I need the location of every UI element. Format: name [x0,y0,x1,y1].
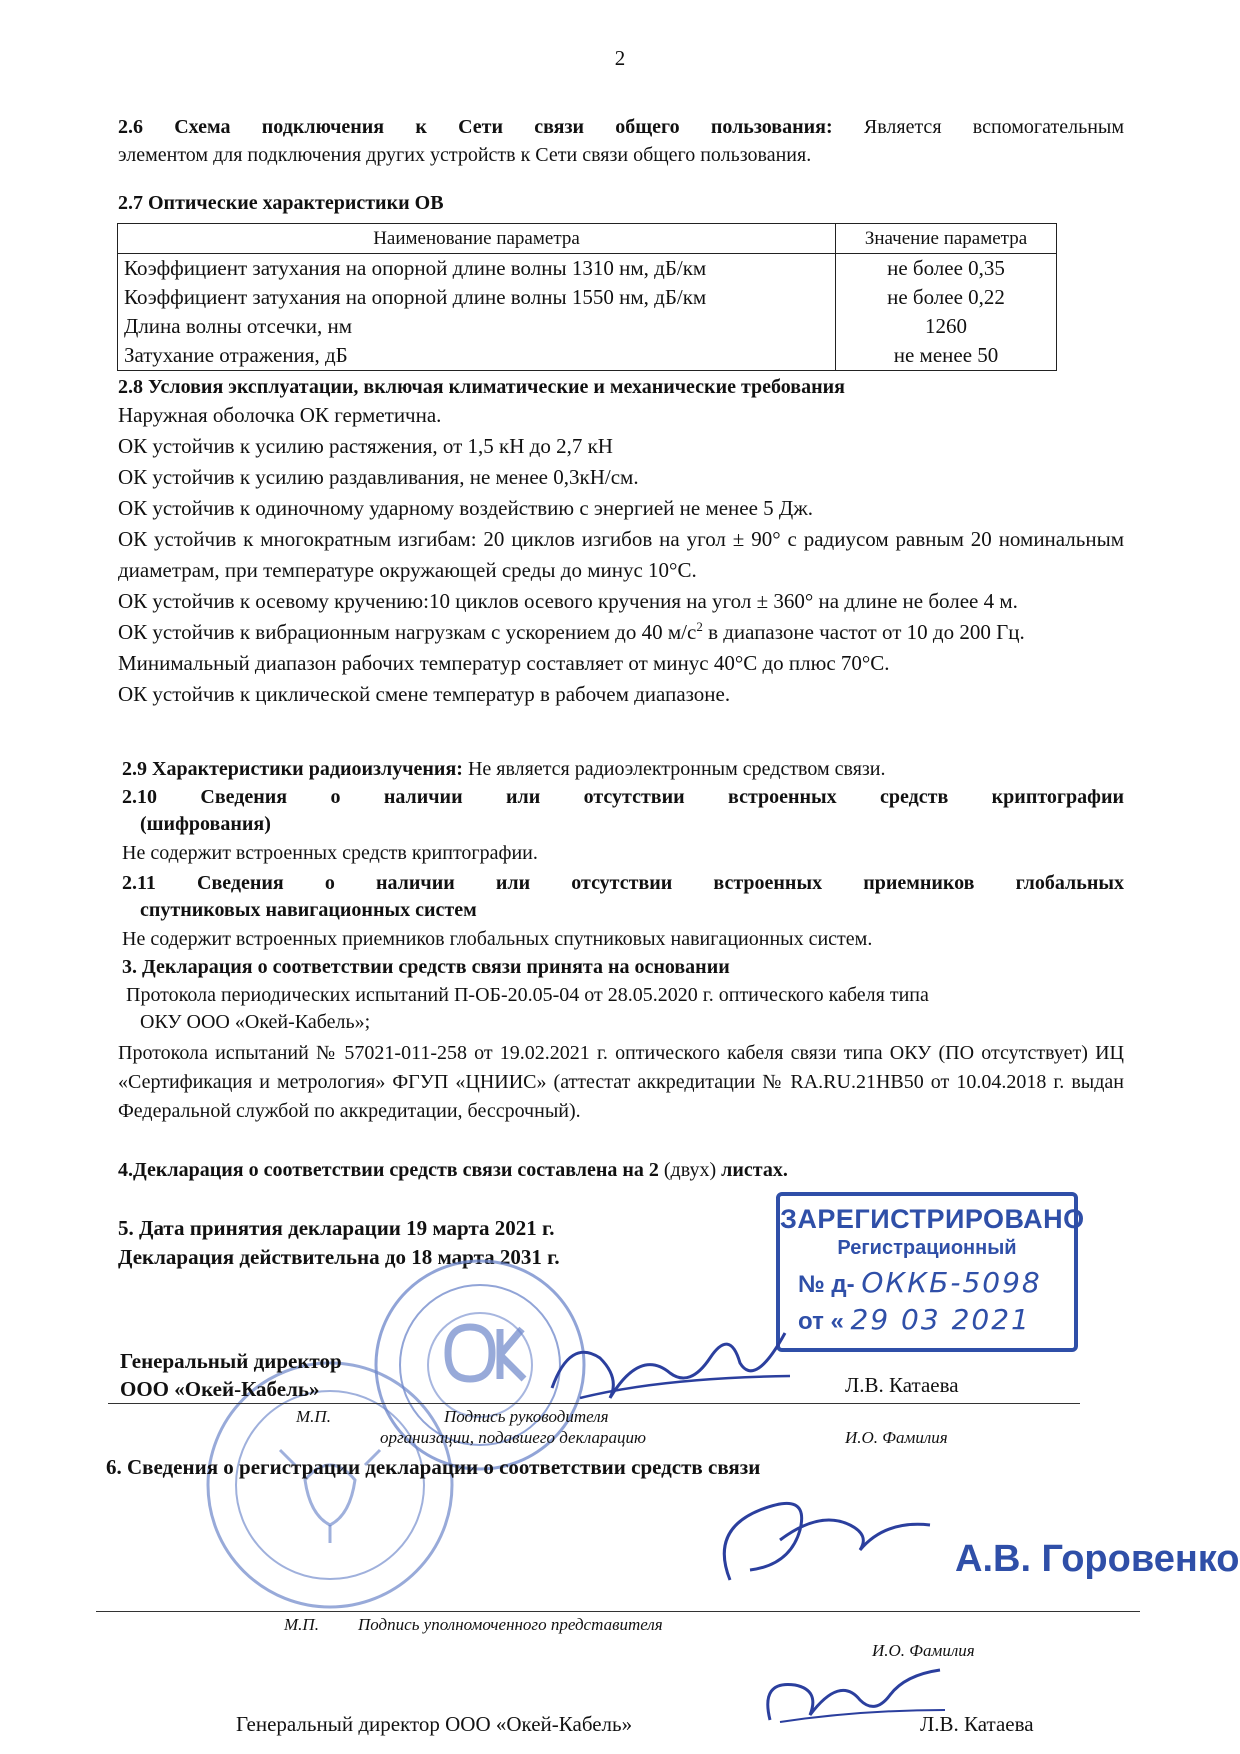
page-number: 2 [614,46,626,70]
condition-line: ОК устойчив к усилию раздавливания, не менее 0,3кН/см. [118,465,639,489]
stamp-number-label: № д- [798,1271,855,1298]
signature-line-2 [96,1611,1140,1612]
stamp-subtitle: Регистрационный [837,1237,1017,1259]
table-row [118,254,1057,284]
section-3-protocol1-1: Протокола периодических испытаний П-ОБ-20.05-04 от 28.05.2020 г. оптического кабеля типа [126,984,929,1006]
section-2-7-title-text: 2.7 Оптические характеристики ОВ [118,192,444,214]
footer-position: Генеральный директор ООО «Окей-Кабель» [236,1712,633,1736]
section-2-11-text: Не содержит встроенных приемников глобальных спутниковых навигационных систем. [122,928,873,950]
stamp-number-row [798,1266,1074,1299]
section-4-count: 2 [648,1159,659,1181]
table-row [118,341,1057,371]
section-2-10-title-1 [122,783,1124,811]
table-cell-value: не менее 50 [836,341,1057,371]
table-header-value: Значение параметра [836,224,1057,254]
section-3-protocol1-2: ОКУ ООО «Окей-Кабель»; [140,1011,371,1033]
section-2-11-title-1 [122,869,1124,897]
section-2-8-title [118,373,845,401]
table-cell-name: Длина волны отсечки, нм [118,312,836,341]
table-row [118,283,1057,312]
section-4-text: 4.Декларация о соответствии средств связи составлена на [118,1159,649,1181]
section-2-8-title-text: 2.8 Условия эксплуатации, включая климатические и механические требования [118,376,845,398]
section-2-9 [122,755,886,783]
section-2-6-line1 [118,113,1124,141]
section-2-11-title-2 [140,896,477,924]
section-4 [118,1156,788,1185]
section-6-title [106,1455,760,1480]
optical-params-table [117,223,1057,371]
signatory-title-2: ООО «Окей-Кабель» [120,1377,320,1401]
signature-2-icon [700,1470,940,1600]
section-2-9-title: 2.9 Характеристики радиоизлучения: [122,758,463,780]
signatory-title-1: Генеральный директор [120,1349,342,1373]
table-header-name: Наименование параметра [118,224,836,254]
condition-torsion: ОК устойчив к осевому кручению:10 циклов осевого кручения на угол ± 360° на длине не более 4 м. [118,589,1018,613]
signature-caption-1a: Подпись руководителя [444,1407,609,1426]
signature-caption-1b: организации, подавшего декларацию [380,1428,646,1447]
mp-label-2: М.П. [284,1615,319,1634]
section-2-7-title [118,189,444,217]
section-2-10-text: Не содержит встроенных средств криптографии. [122,842,538,864]
section-2-6-text-2: элементом для подключения других устройств к Сети связи общего пользования. [118,144,812,166]
section-5-valid-until: Декларация действительна до 18 марта 2031 г. [118,1245,560,1269]
condition-vibration [118,617,1124,648]
authorized-printed-name: А.В. Горовенко [955,1538,1240,1580]
signatory-title [120,1347,342,1403]
stamp-date-label: от « [798,1308,844,1335]
fio-label-2: И.О. Фамилия [872,1641,975,1660]
vibration-text: ОК устойчив к вибрационным нагрузкам с ускорением до 40 м/с [118,620,697,644]
section-2-9-text: Не является радиоэлектронным средством связи. [467,758,886,780]
condition-line: ОК устойчив к усилию растяжения, от 1,5 кН до 2,7 кН [118,434,613,458]
signature-line-1 [108,1403,1080,1404]
section-2-11-title-text-2: спутниковых навигационных систем [140,899,477,921]
condition-line: ОК устойчив к одиночному ударному воздействию с энергией не менее 5 Дж. [118,496,814,520]
section-2-10-title-2 [140,810,271,838]
stamp-date: 29 03 2021 [850,1303,1031,1336]
section-3-title-text: 3. Декларация о соответствии средств связи принята на основании [122,956,730,978]
section-2-6-text-1: Является вспомогательным [863,116,1124,138]
section-2-6-title: 2.6 Схема подключения к Сети связи общего пользования: [118,116,833,138]
section-2-10-title-text-2: (шифрования) [140,813,271,835]
section-2-8-body [118,400,1124,710]
registration-stamp [776,1192,1085,1352]
table-header-row [118,224,1057,254]
vibration-sup: 2 [696,619,703,634]
section-4-after: листах. [721,1159,788,1181]
table-row [118,312,1057,341]
table-cell-name: Коэффициент затухания на опорной длине волны 1550 нм, дБ/км [118,283,836,312]
condition-temp-range: Минимальный диапазон рабочих температур составляет от минус 40°С до плюс 70°С. [118,651,890,675]
section-2-11-title-text: 2.11 Сведения о наличии или отсутствии встроенных приемников глобальных [122,872,1124,894]
section-3-title [122,953,730,981]
table-cell-name: Затухание отражения, дБ [118,341,836,371]
stamp-number: ОККБ-5098 [861,1266,1042,1299]
vibration-text-end: в диапазоне частот от 10 до 200 Гц. [702,620,1025,644]
signatory-name: Л.В. Катаева [845,1373,959,1397]
signature-caption-2: Подпись уполномоченного представителя [358,1615,663,1634]
stamp-title: ЗАРЕГИСТРИРОВАНО [780,1204,1085,1234]
mp-label-1: М.П. [296,1407,331,1426]
condition-bend: ОК устойчив к многократным изгибам: 20 циклов изгибов на угол ± 90° с радиусом равным 20 номинальным диаметрам, при температуре окружающей среды до минус 10°С. [118,527,1124,582]
table-cell-value: 1260 [836,312,1057,341]
section-3-protocol2: Протокола испытаний № 57021-011-258 от 19.02.2021 г. оптического кабеля связи типа ОКУ (ПО отсутствует) ИЦ «Сертификация и метрология» ФГУП «ЦНИИС» (аттестат аккредитации № RA.RU.21НВ50 от 10.04.2018 г. выдан Федеральной службой по аккредитации, бессрочный). [118,1042,1124,1122]
condition-line: Наружная оболочка ОК герметична. [118,403,442,427]
section-6-title-text: 6. Сведения о регистрации декларации о соответствии средств связи [106,1455,761,1479]
table-cell-value: не более 0,22 [836,283,1057,312]
section-2-10-title-text: 2.10 Сведения о наличии или отсутствии встроенных средств криптографии [122,786,1124,808]
footer-name: Л.В. Катаева [920,1712,1034,1736]
section-4-words: (двух) [658,1159,722,1181]
section-5-date: 5. Дата принятия декларации 19 марта 2021 г. [118,1216,555,1240]
condition-temp-cycle: ОК устойчив к циклической смене температур в рабочем диапазоне. [118,682,731,706]
stamp-date-row [798,1303,1074,1336]
table-cell-name: Коэффициент затухания на опорной длине волны 1310 нм, дБ/км [118,254,836,284]
table-cell-value: не более 0,35 [836,254,1057,284]
fio-label-1: И.О. Фамилия [845,1428,948,1447]
